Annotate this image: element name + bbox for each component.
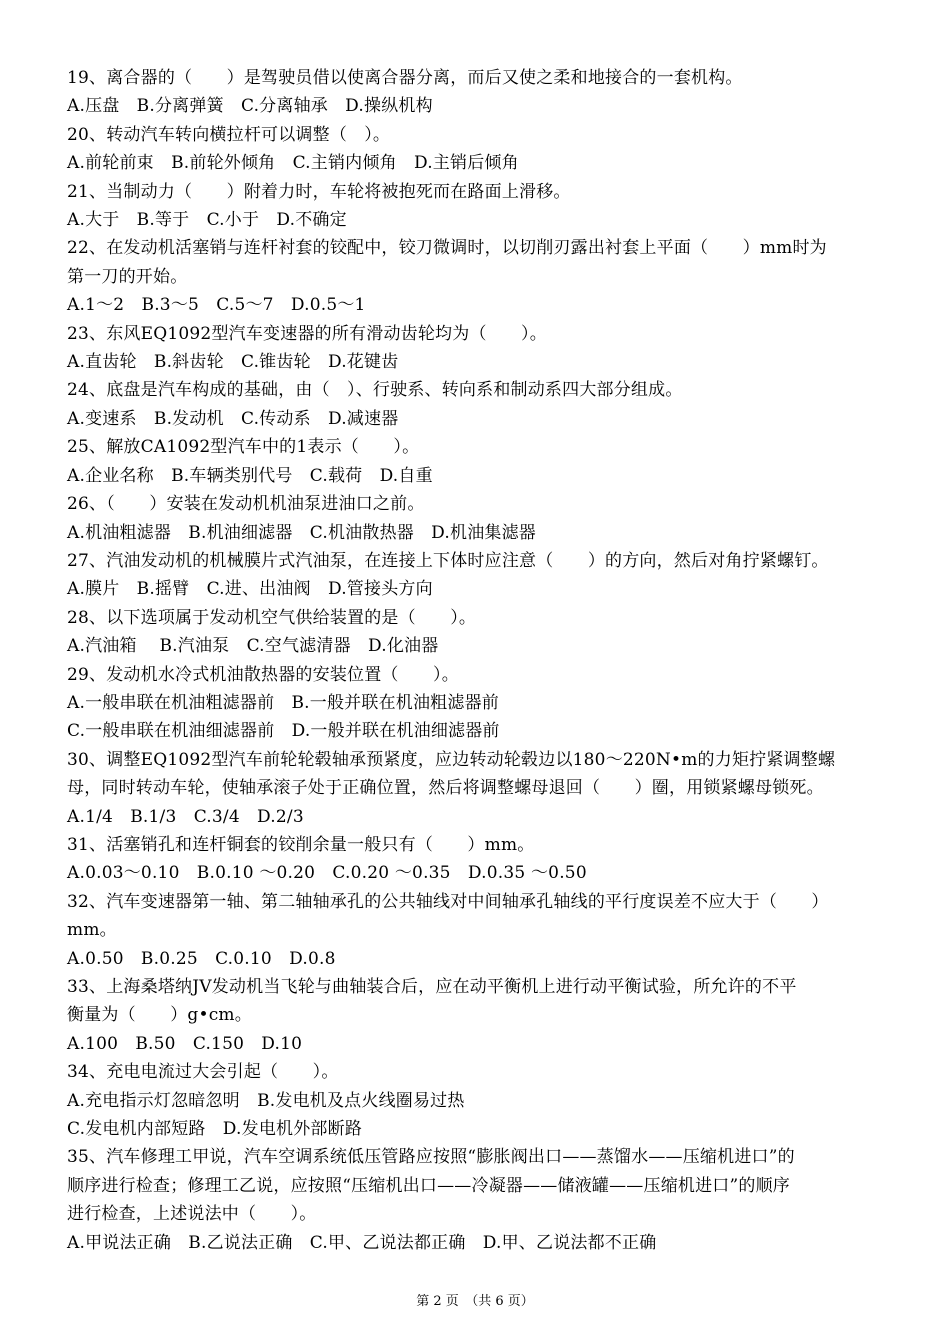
options-32: A.0.50 B.0.25 C.0.10 D.0.8	[67, 948, 336, 969]
question-30-cont: 母，同时转动车轮，使轴承滚子处于正确位置，然后将调整螺母退回（ ）圈，用锁紧螺母锁死。	[67, 778, 824, 799]
options-29-ab: A.一般串联在机油粗滤器前 B.一般并联在机油粗滤器前	[67, 692, 499, 713]
options-31: A.0.03～0.10 B.0.10 ～0.20 C.0.20 ～0.35 D.0.35 ～0.50	[67, 863, 587, 884]
question-27: 27、汽油发动机的机械膜片式汽油泵，在连接上下体时应注意（ ）的方向，然后对角拧紧螺钉。	[67, 550, 829, 571]
options-20: A.前轮前束 B.前轮外倾角 C.主销内倾角 D.主销后倾角	[67, 153, 519, 174]
question-list	[67, 64, 892, 1257]
options-19: A.压盘 B.分离弹簧 C.分离轴承 D.操纵机构	[67, 96, 433, 117]
options-25: A.企业名称 B.车辆类别代号 C.载荷 D.自重	[67, 465, 433, 486]
page-number-footer: 第 2 页 （共 6 页）	[416, 1294, 534, 1309]
options-21: A.大于 B.等于 C.小于 D.不确定	[67, 210, 347, 231]
question-23: 23、东风EQ1092型汽车变速器的所有滑动齿轮均为（ ）。	[67, 323, 547, 344]
question-30: 30、调整EQ1092型汽车前轮轮毂轴承预紧度，应边转动轮毂边以180～220N•m的力矩拧紧调整螺	[67, 749, 836, 770]
options-33: A.100 B.50 C.150 D.10	[67, 1033, 303, 1054]
question-19: 19、离合器的（ ）是驾驶员借以使离合器分离，而后又使之柔和地接合的一套机构。	[67, 68, 743, 88]
options-26: A.机油粗滤器 B.机油细滤器 C.机油散热器 D.机油集滤器	[67, 522, 537, 543]
question-34: 34、充电电流过大会引起（ ）。	[67, 1062, 339, 1083]
question-29: 29、发动机水冷式机油散热器的安装位置（ ）。	[67, 664, 459, 685]
options-24: A.变速系 B.发动机 C.传动系 D.减速器	[67, 408, 399, 429]
question-24: 24、底盘是汽车构成的基础，由（ ）、行驶系、转向系和制动系四大部分组成。	[67, 380, 683, 401]
question-25: 25、解放CA1092型汽车中的1表示（ ）。	[67, 437, 420, 458]
question-35: 35、汽车修理工甲说，汽车空调系统低压管路应按照“膨胀阀出口——蒸馏水——压缩机进口”的	[67, 1147, 795, 1168]
options-35: A.甲说法正确 B.乙说法正确 C.甲、乙说法都正确 D.甲、乙说法都不正确	[67, 1232, 657, 1253]
options-34-cd: C.发电机内部短路 D.发电机外部断路	[67, 1119, 363, 1140]
question-32-cont: mm。	[67, 920, 117, 941]
question-21: 21、当制动力（ ）附着力时，车轮将被抱死而在路面上滑移。	[67, 181, 571, 202]
question-22-cont: 第一刀的开始。	[67, 266, 188, 287]
question-28: 28、以下选项属于发动机空气供给装置的是（ ）。	[67, 607, 477, 628]
options-34-ab: A.充电指示灯忽暗忽明 B.发电机及点火线圈易过热	[67, 1090, 465, 1111]
options-30: A.1/4 B.1/3 C.3/4 D.2/3	[67, 806, 304, 827]
options-27: A.膜片 B.摇臂 C.进、出油阀 D.管接头方向	[67, 579, 433, 600]
question-33: 33、上海桑塔纳JV发动机当飞轮与曲轴装合后，应在动平衡机上进行动平衡试验，所允许的不平	[67, 977, 797, 997]
question-33-cont: 衡量为（ ）g•cm。	[67, 1005, 252, 1026]
question-35-cont-1: 顺序进行检查；修理工乙说，应按照“压缩机出口——冷凝器——储液罐——压缩机进口”的顺序	[67, 1175, 790, 1196]
options-29-cd: C.一般串联在机油细滤器前 D.一般并联在机油细滤器前	[67, 721, 500, 742]
question-22: 22、在发动机活塞销与连杆衬套的铰配中，铰刀微调时，以切削刃露出衬套上平面（ ）mm时为	[67, 238, 827, 259]
options-22: A.1～2 B.3～5 C.5～7 D.0.5～1	[67, 295, 366, 316]
question-20: 20、转动汽车转向横拉杆可以调整（ ）。	[67, 124, 391, 145]
question-35-cont-2: 进行检查，上述说法中（ ）。	[67, 1204, 317, 1225]
question-26: 26、（ ）安装在发动机机油泵进油口之前。	[67, 494, 425, 515]
question-32: 32、汽车变速器第一轴、第二轴轴承孔的公共轴线对中间轴承孔轴线的平行度误差不应大于（ ）	[67, 891, 829, 912]
options-28: A.汽油箱 B.汽油泵 C.空气滤清器 D.化油器	[67, 636, 439, 657]
options-23: A.直齿轮 B.斜齿轮 C.锥齿轮 D.花键齿	[67, 352, 399, 373]
question-31: 31、活塞销孔和连杆铜套的铰削余量一般只有（ ）mm。	[67, 834, 535, 855]
